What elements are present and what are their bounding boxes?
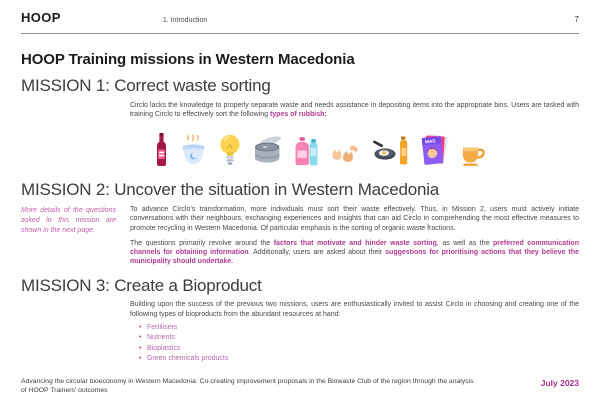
page-title: HOOP Training missions in Western Macedonia (21, 51, 355, 68)
magazine-icon (420, 133, 449, 167)
diaper-icon (179, 133, 208, 167)
eggshells-icon (330, 141, 361, 167)
mission1-heading: MISSION 1: Correct waste sorting (21, 76, 271, 96)
page-header (21, 0, 579, 26)
mission2-side-note: More details of the questions asked in this mission are shown in the next page. (21, 207, 116, 235)
mission2-margin-column (21, 201, 130, 266)
mission3-paragraph: Building upon the success of the previous two missions, users are enthusiastically invited to assist Circlo in choosing and creating one of the following types of bioproducts from the abundant resources at hand: (130, 301, 579, 318)
mission1-row (21, 97, 579, 167)
cup-icon (460, 143, 487, 167)
bioproduct-item-bioplastics: • Bioplastics (139, 344, 579, 355)
tin-can-icon (252, 134, 282, 167)
mission3-margin-column (21, 296, 130, 364)
mission3-heading: MISSION 3: Create a Bioproduct (21, 275, 262, 295)
bioproduct-item-nutrients: • Nutrients (139, 333, 579, 344)
bioproduct-item-fertilisers: • Fertilisers (139, 323, 579, 334)
bioproduct-item-green-chemicals: • Green chemicals products (139, 354, 579, 365)
footer-date: July 2023 (540, 377, 579, 388)
mission2-row (21, 201, 579, 266)
mission2-heading: MISSION 2: Uncover the situation in Western Macedonia (21, 180, 440, 200)
mission2-body (130, 201, 579, 266)
plastic-bottles-icon (293, 134, 319, 167)
footer-report-title: Advancing the circular bioeconomy in Western Macedonia: Co-creating improvement proposals in the Biowaste Club of the region through the analysis of HOOP Trainers' outcomes (21, 377, 474, 395)
mission3-row (21, 296, 579, 364)
mission1-body (130, 97, 579, 167)
page-number: 7 (574, 15, 579, 24)
header-divider (21, 33, 579, 34)
section-label: 1. Introduction (162, 17, 208, 24)
page-footer (21, 377, 579, 396)
wine-bottle-icon (155, 133, 168, 167)
hoop-logo: HOOP (21, 10, 61, 25)
rubbish-icon-row (155, 130, 579, 167)
mission1-paragraph: Circlo lacks the knowledge to properly separate waste and needs assistance in depositing items into the appropriate bins. Users are tasked with training Circlo to effectively sort the following types of rubbish: (130, 101, 579, 119)
light-bulb-icon (219, 134, 241, 167)
frying-pan-oil-icon (372, 134, 409, 167)
mission1-margin-column (21, 97, 130, 167)
mission2-paragraph-2: The questions primarily revolve around the factors that motivate and hinder waste sorting, as well as the preferred communication channels for obtaining information. Additionally, users are asked about their suggestions for prioritising actions that they believe the municipality should undertake. (130, 239, 579, 266)
magazine-title-text: MAG (424, 138, 437, 145)
bioproducts-list (130, 323, 579, 365)
mission2-paragraph-1: To advance Circlo's transformation, more individuals must sort their waste effectively. Thus, in Mission 2, users must actively initiate conversations with their neighbours, exchanging experiences and insights that can aid Circlo in comprehending the most effective measures to promote recycling in Western Macedonia. Of particular emphasis is the sorting of organic waste fractions. (130, 206, 579, 232)
mission3-body (130, 296, 579, 364)
